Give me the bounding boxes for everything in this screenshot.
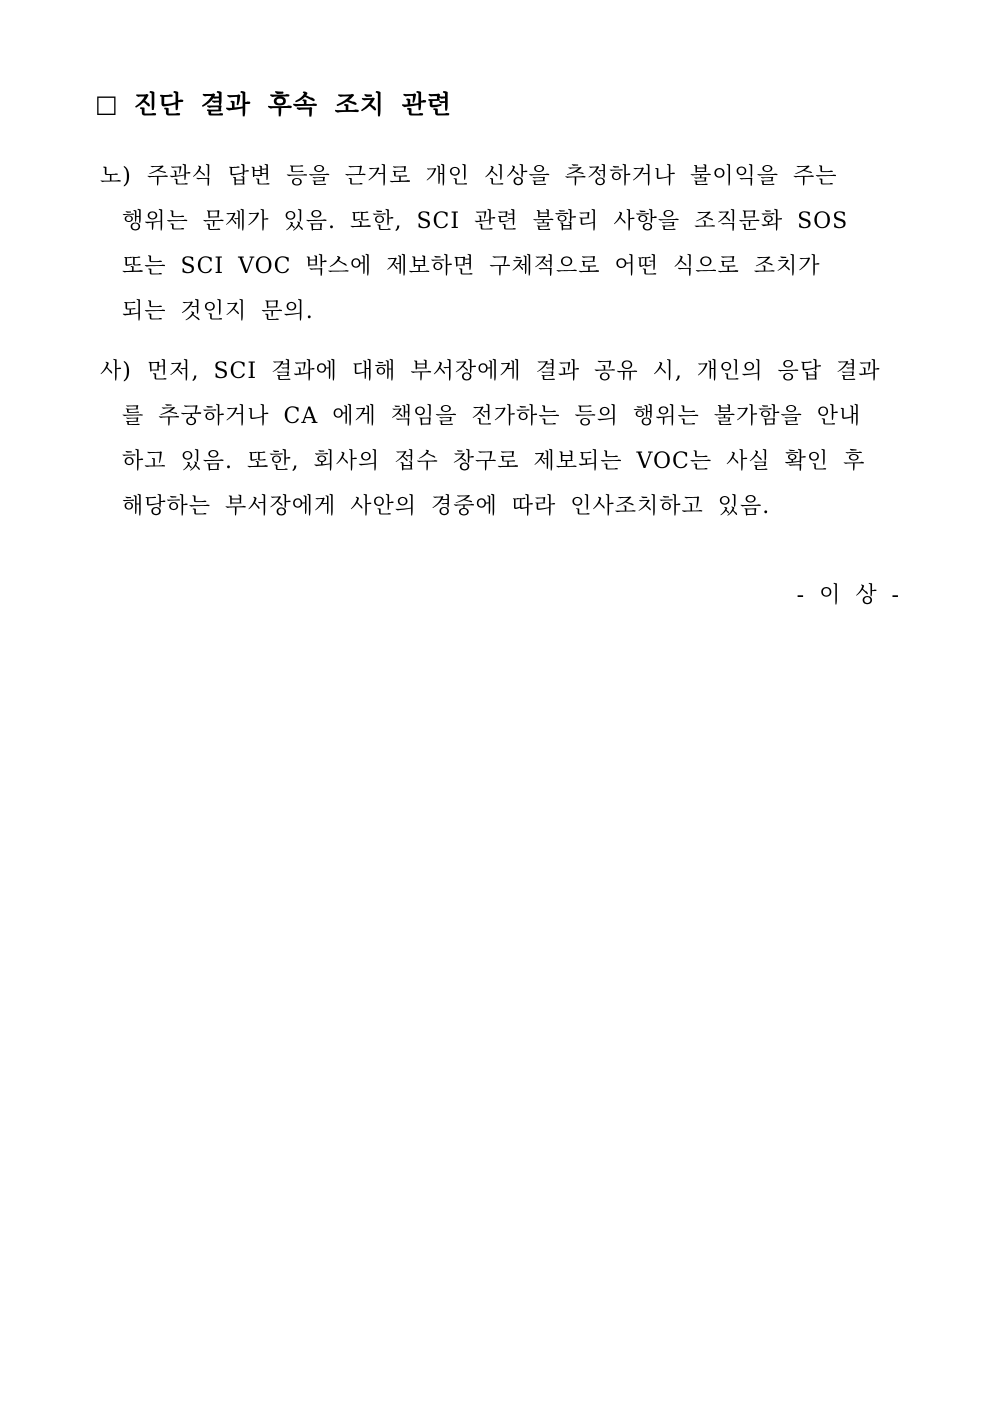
paragraph-sa: [100, 349, 900, 529]
section-heading: [95, 88, 900, 122]
square-bullet-icon: □: [95, 90, 119, 118]
paragraph-line: [122, 394, 900, 439]
paragraph-line: [122, 484, 900, 529]
paragraph-line: [122, 244, 900, 289]
paragraph-no: [100, 154, 900, 334]
paragraph-line: [122, 289, 900, 334]
paragraph-line: [122, 349, 900, 394]
paragraph-line-text: 또는 SCI VOC 박스에 제보하면 구체적으로 어떤 식으로 조치가: [122, 254, 821, 279]
paragraph-line-text: 하고 있음. 또한, 회사의 접수 창구로 제보되는 VOC는 사실 확인 후: [122, 449, 866, 474]
paragraph-line: [122, 439, 900, 484]
paragraph-line-text: 를 추궁하거나 CA 에게 책임을 전가하는 등의 행위는 불가함을 안내: [122, 404, 862, 429]
document-content: [95, 88, 900, 618]
paragraph-line-text: 주관식 답변 등을 근거로 개인 신상을 추정하거나 불이익을 주는: [147, 164, 838, 189]
document-body: [95, 154, 900, 618]
closing-line-text: - 이 상 -: [796, 583, 900, 608]
paragraph-line-text: 되는 것인지 문의.: [122, 299, 314, 324]
paragraph-line-text: 행위는 문제가 있음. 또한, SCI 관련 불합리 사항을 조직문화 SOS: [122, 209, 849, 234]
paragraph-line: [122, 154, 900, 199]
paragraph-line: [122, 199, 900, 244]
list-label: 노): [100, 164, 132, 189]
closing-line: [95, 573, 900, 618]
list-label: 사): [100, 359, 132, 384]
section-heading-text: 진단 결과 후속 조치 관련: [133, 90, 453, 119]
paragraph-line-text: 먼저, SCI 결과에 대해 부서장에게 결과 공유 시, 개인의 응답 결과: [147, 359, 881, 384]
paragraph-line-text: 해당하는 부서장에게 사안의 경중에 따라 인사조치하고 있음.: [122, 494, 771, 519]
